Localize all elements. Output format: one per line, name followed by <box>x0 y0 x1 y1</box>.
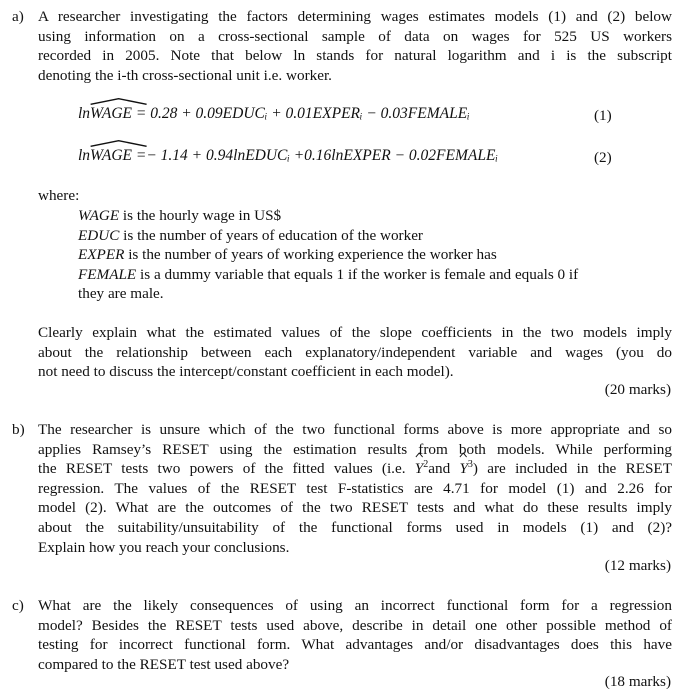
question-b-line: Explain how you reach your conclusions. <box>38 538 290 556</box>
question-b <box>12 420 672 557</box>
equation-2 <box>78 146 498 166</box>
question-b-marks: (12 marks) <box>604 557 671 574</box>
question-a <box>12 7 672 85</box>
hat-icon <box>78 98 148 105</box>
question-b-line: regression. The values of the RESET test F-statistics are 4.71 for model (1) and 2.26 for <box>38 479 672 497</box>
question-c-line: model? Besides the RESET tests used above, describe in detail one other possible method of <box>38 616 672 634</box>
equation-1-number: (1) <box>594 107 612 124</box>
question-b-line: The researcher is unsure which of the two functional forms above is more appropriate and so <box>38 421 672 438</box>
y-hat-squared: Y <box>415 459 423 479</box>
question-c <box>12 596 672 674</box>
hat-icon <box>78 140 148 147</box>
variable-definitions <box>78 206 578 304</box>
question-a-explain <box>12 323 672 382</box>
question-b-line: the RESET tests two powers of the fitted values (i.e. $Y^2and$ $Y^3$) are included in the RESET <box>38 459 672 479</box>
explain-line: not need to discuss the intercept/constant coefficient in each model). <box>38 363 454 381</box>
intro-line: using information on a cross-sectional sample of data on wages for 525 US workers <box>38 27 672 45</box>
equation-1 <box>78 104 470 124</box>
definition-female: FEMALE is a dummy variable that equals 1 if the worker is female and equals 0 if <box>78 265 579 283</box>
equation-2-lhs: lnWAGE <box>78 146 132 166</box>
question-c-line: testing for incorrect functional form. What advantages and/or disadvantages does this have <box>38 636 672 654</box>
hat-icon <box>415 452 423 458</box>
definition-wage: WAGE is the hourly wage in US$ <box>78 207 282 224</box>
explain-line: about the relationship between each explanatory/independent variable and wages (you do <box>38 343 672 361</box>
question-b-line: model (2). What are the outcomes of the two RESET tests and what do these results imply <box>38 499 672 517</box>
definition-educ: EDUC is the number of years of education of the worker <box>78 226 423 244</box>
question-a-label: a) <box>12 8 24 25</box>
equation-2-number: (2) <box>594 149 612 166</box>
question-c-label: c) <box>12 597 24 614</box>
question-a-marks: (20 marks) <box>604 381 671 398</box>
question-b-label: b) <box>12 421 25 438</box>
where-label: where: <box>38 187 80 204</box>
question-c-line: compared to the RESET test used above? <box>38 655 290 673</box>
intro-line: A researcher investigating the factors determining wages estimates models (1) and (2) below <box>38 8 672 25</box>
hat-icon <box>459 452 467 458</box>
question-b-line: applies Ramsey’s RESET using the estimation results from both models. While performing <box>38 440 672 458</box>
equation-2-rhs: =− 1.14 + 0.94lnEDUCᵢ +0.16lnEXPER − 0.02FEMALEᵢ <box>132 147 498 164</box>
intro-line: denoting the i-th cross-sectional unit i.e. worker. <box>38 66 332 84</box>
explain-line: Clearly explain what the estimated values of the slope coefficients in the two models imply <box>38 324 672 341</box>
question-c-marks: (18 marks) <box>604 673 671 690</box>
question-a-intro <box>38 7 672 85</box>
definition-exper: EXPER is the number of years of working experience the worker has <box>78 246 497 264</box>
question-b-line: about the suitability/unsuitability of the functional forms used in models (1) and (2)? <box>38 518 672 536</box>
question-c-line: What are the likely consequences of using an incorrect functional form for a regression <box>38 597 672 614</box>
y-hat-cubed: Y <box>459 459 467 479</box>
equation-1-lhs: lnWAGE <box>78 104 132 124</box>
intro-line: recorded in 2005. Note that below ln stands for natural logarithm and i is the subscript <box>38 47 672 65</box>
definition-female-cont: they are male. <box>78 285 164 303</box>
equation-1-rhs: = 0.28 + 0.09EDUCᵢ + 0.01EXPERᵢ − 0.03FEMALEᵢ <box>132 105 470 122</box>
